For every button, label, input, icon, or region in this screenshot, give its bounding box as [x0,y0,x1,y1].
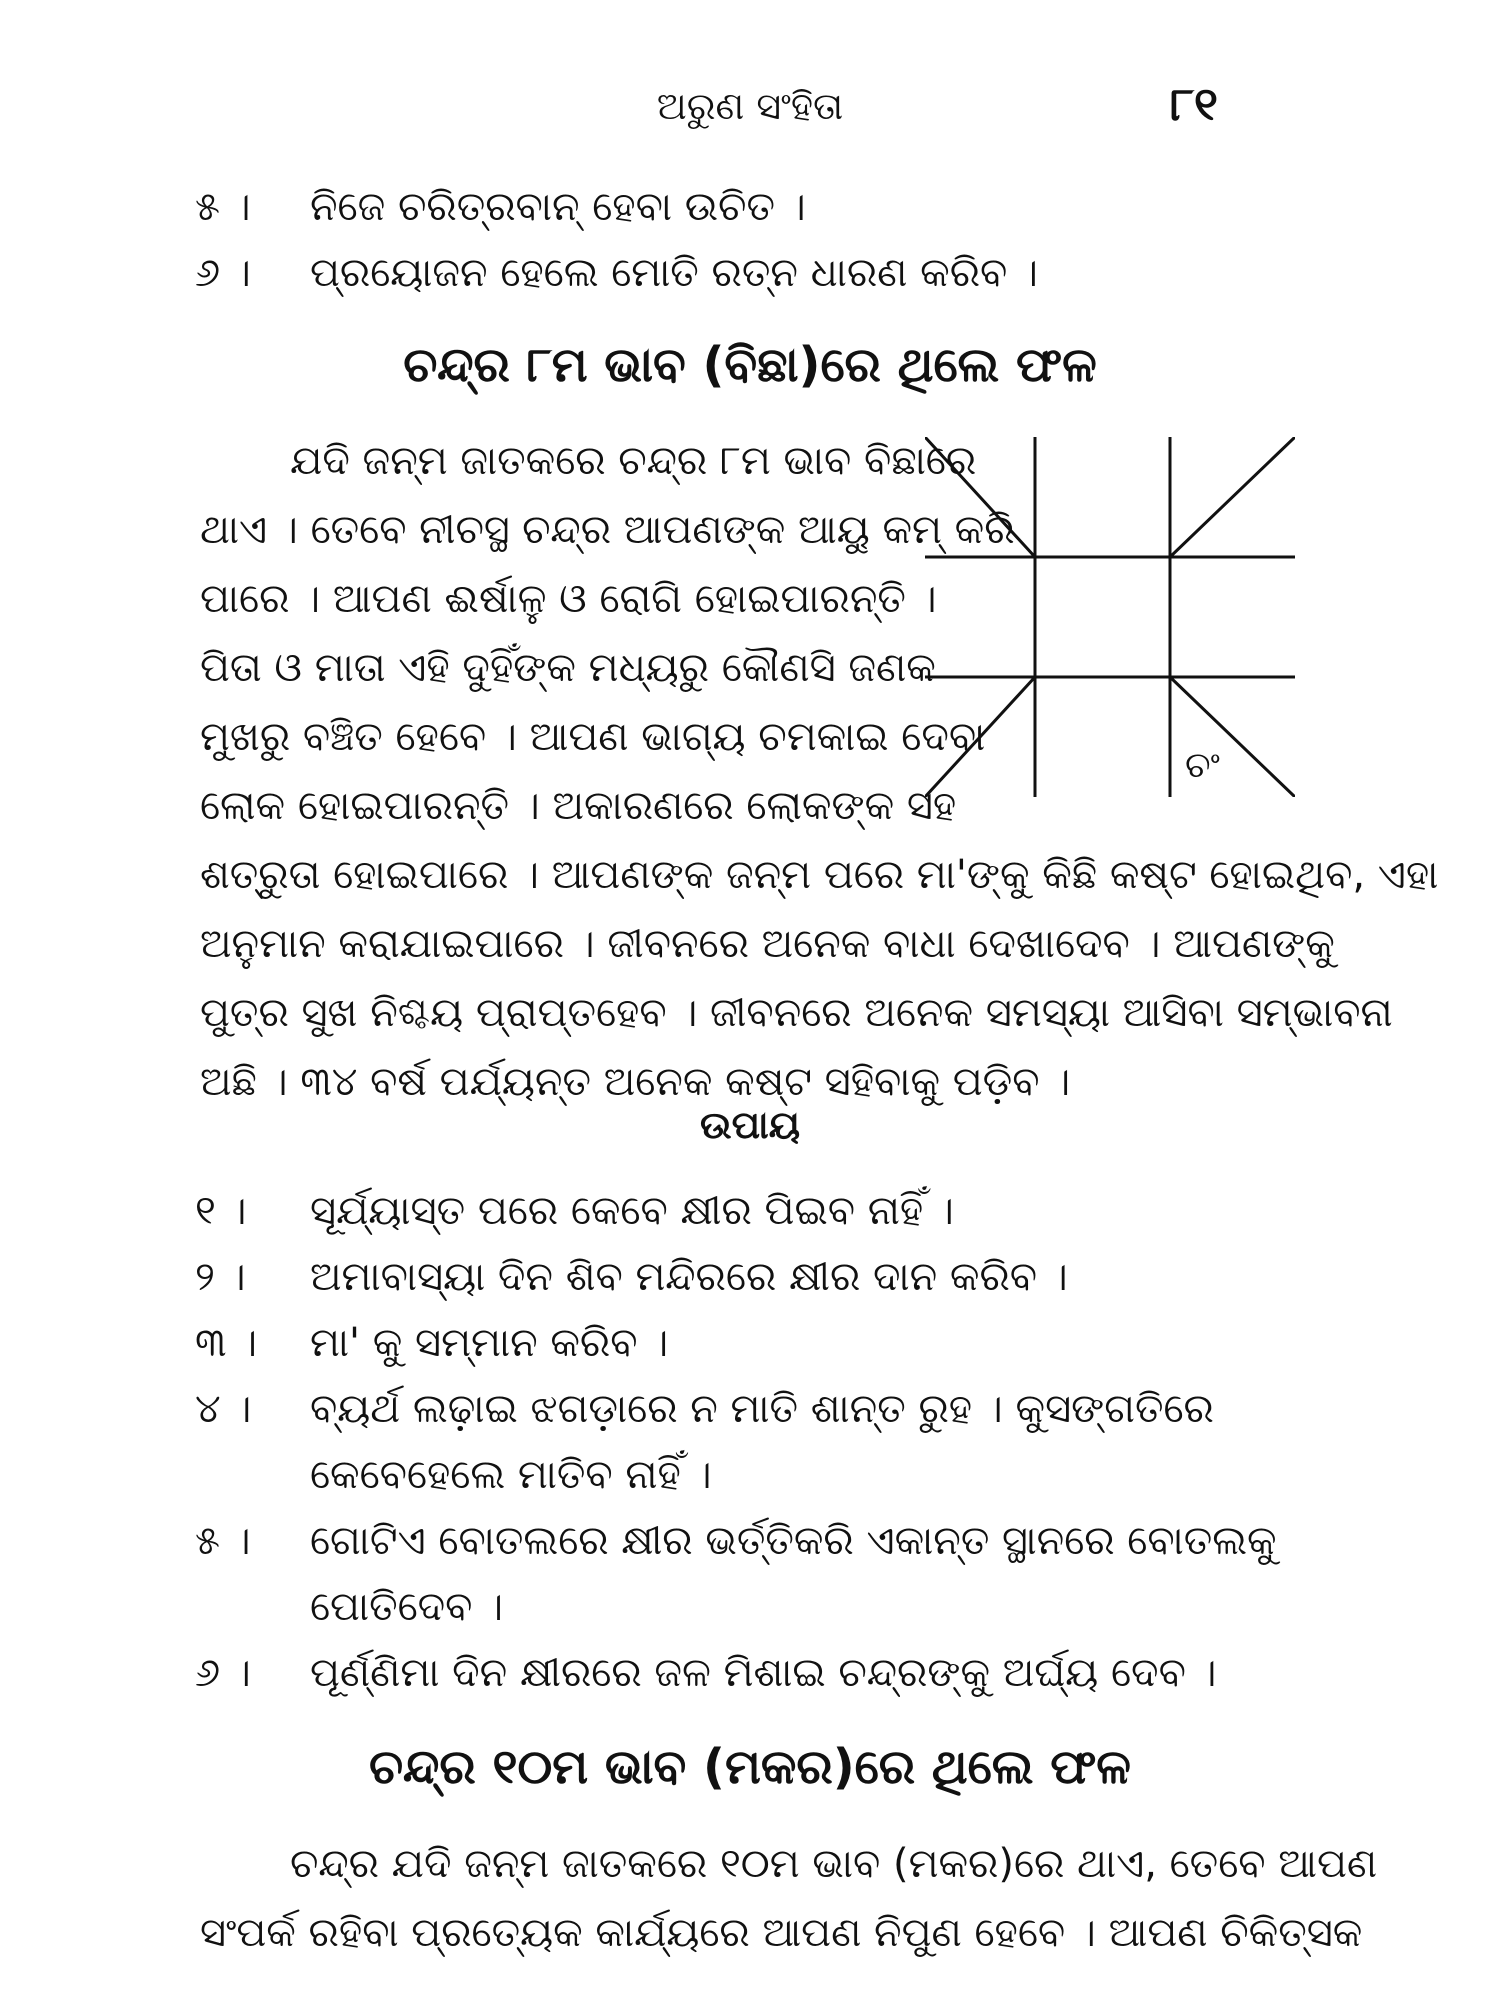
paragraph-line: ଥାଏ । ତେବେ ନୀଚସ୍ଥ ଚନ୍ଦ୍ର ଆପଣଙ୍କ ଆୟୁ କମ୍ କରି [200,507,1015,553]
list-item-text: ଅମାବାସ୍ୟା ଦିନ ଶିବ ମନ୍ଦିରରେ କ୍ଷୀର ଦାନ କରିବ । [310,1254,1068,1300]
list-item [195,1244,1315,1310]
list-item-text: ନିଜେ ଚରିତ୍ରବାନ୍ ହେବା ଉଚିତ । [310,184,806,230]
list-item-number: ୪ । [195,1386,252,1432]
paragraph-line: ମୁଖରୁ ବଞ୍ଚିତ ହେବେ । ଆପଣ ଭାଗ୍ୟ ଚମକାଇ ଦେବା [200,714,986,760]
list-item-number: ୫ । [195,184,251,230]
list-item [195,240,1315,306]
paragraph-line: ପିତା ଓ ମାତା ଏହି ଦୁହିଁଙ୍କ ମଧ୍ୟରୁ କୌଣସି ଜଣକ [200,645,936,691]
list-item-number: ୬ । [195,250,251,296]
list-item-number: ୫ । [195,1518,251,1564]
list-item [195,1310,1315,1376]
list-item [195,1178,1315,1244]
list-item-number: ୬ । [195,1650,251,1696]
list-item-text: ପ୍ରୟୋଜନ ହେଲେ ମୋତି ରତ୍ନ ଧାରଣ କରିବ । [310,250,1039,296]
list-item-number: ୩ । [195,1320,258,1366]
page-number: ୮୧ [1170,77,1218,131]
list-item [195,1640,1315,1706]
list-item-text: ବ୍ୟର୍ଥ ଲଢ଼ାଇ ଝଗଡ଼ାରେ ନ ମାତି ଶାନ୍ତ ରୁହ । କୁସଙ୍ଗତିରେ କେବେହେଲେ ମାତିବ ନାହିଁ । [310,1386,1214,1498]
list-item [195,1376,1315,1508]
paragraph-line: ଯଦି ଜନ୍ମ ଜାତକରେ ଚନ୍ଦ୍ର ୮ମ ଭାବ ବିଛାରେ [290,438,977,484]
list-item-number: ୧ । [195,1188,247,1234]
chart-line [925,437,1035,557]
horoscope-chart [925,437,1295,797]
chart-line [925,677,1035,797]
paragraph-line: ଅନୁମାନ କରାଯାଇପାରେ । ଜୀବନରେ ଅନେକ ବାଧା ଦେଖାଦେବ । ଆପଣଙ୍କୁ [200,921,1335,967]
moon-label: ଚଂ [1185,745,1220,786]
section-heading-10th-house: ଚନ୍ଦ୍ର ୧୦ମ ଭାବ (ମକର)ରେ ଥିଲେ ଫଳ [369,1739,1131,1795]
paragraph-line: ପାରେ । ଆପଣ ଈର୍ଷାଳୁ ଓ ରୋଗି ହୋଇପାରନ୍ତି । [200,576,937,622]
remedies-heading: ଉପାୟ [699,1103,801,1147]
paragraph-line: ଚନ୍ଦ୍ର ଯଦି ଜନ୍ମ ଜାତକରେ ୧୦ମ ଭାବ (ମକର)ରେ ଥାଏ, ତେବେ ଆପଣ [290,1841,1378,1887]
list-item-number: ୨ । [195,1254,246,1300]
paragraph-line: ସଂପର୍କ ରହିବା ପ୍ରତ୍ୟେକ କାର୍ଯ୍ୟରେ ଆପଣ ନିପୁଣ ହେବେ । ଆପଣ ଚିକିତ୍ସକ [200,1910,1363,1956]
chart-line [1170,437,1295,557]
list-item-text: ସୂର୍ଯ୍ୟାସ୍ତ ପରେ କେବେ କ୍ଷୀର ପିଇବ ନାହିଁ । [310,1188,954,1234]
list-item-text: ମା' କୁ ସମ୍ମାନ କରିବ । [310,1320,669,1366]
paragraph-line: ଲୋକ ହୋଇପାରନ୍ତି । ଅକାରଣରେ ଲୋକଙ୍କ ସହ [200,783,957,829]
list-item-text: ପୂର୍ଣ୍ଣିମା ଦିନ କ୍ଷୀରରେ ଜଳ ମିଶାଇ ଚନ୍ଦ୍ରଙ୍କୁ ଅର୍ଘ୍ୟ ଦେବ । [310,1650,1217,1696]
list-item [195,1508,1315,1640]
list-item-text: ଗୋଟିଏ ବୋତଲରେ କ୍ଷୀର ଭର୍ତ୍ତିକରି ଏକାନ୍ତ ସ୍ଥାନରେ ବୋତଲକୁ ପୋତିଦେବ । [310,1518,1277,1630]
paragraph-line: ଶତ୍ରୁତା ହୋଇପାରେ । ଆପଣଙ୍କ ଜନ୍ମ ପରେ ମା'ଙ୍କୁ କିଛି କଷ୍ଟ ହୋଇଥିବ, ଏହା [200,852,1439,898]
book-title: ଅରୁଣ ସଂହିତା [656,84,844,128]
paragraph-line: ଅଛି । ୩୪ ବର୍ଷ ପର୍ଯ୍ୟନ୍ତ ଅନେକ କଷ୍ଟ ସହିବାକୁ ପଡ଼ିବ । [200,1059,1071,1105]
list-item [195,174,1315,240]
section-heading-8th-house: ଚନ୍ଦ୍ର ୮ମ ଭାବ (ବିଛା)ରେ ଥିଲେ ଫଳ [403,337,1097,393]
paragraph-line: ପୁତ୍ର ସୁଖ ନିଶ୍ଚୟ ପ୍ରାପ୍ତହେବ । ଜୀବନରେ ଅନେକ ସମସ୍ୟା ଆସିବା ସମ୍ଭାବନା [200,990,1393,1036]
